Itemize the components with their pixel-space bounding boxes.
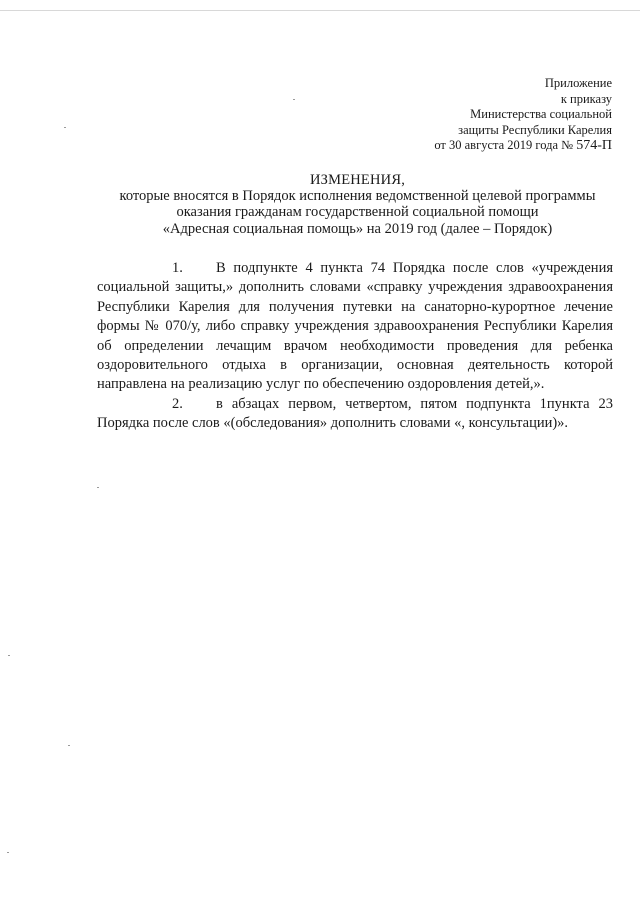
scan-speck <box>68 745 70 746</box>
scan-speck <box>7 852 9 853</box>
heading-line: оказания гражданам государственной социальной помощи <box>176 204 539 221</box>
document-body <box>97 259 613 434</box>
appendix-line: к приказу <box>560 91 612 106</box>
appendix-date-line <box>434 138 612 154</box>
document-heading <box>90 172 625 237</box>
scan-speck <box>64 127 66 128</box>
scan-speck <box>293 99 295 100</box>
item-number: 2. <box>172 395 183 412</box>
heading-line: которые вносятся в Порядок исполнения ведомственной целевой программы <box>119 188 596 205</box>
scan-edge-line <box>0 10 640 11</box>
appendix-line: защиты Республики Карелия <box>458 122 612 137</box>
appendix-date: от 30 августа 2019 года № <box>434 138 574 153</box>
list-item <box>97 395 613 434</box>
document-title: ИЗМЕНЕНИЯ, <box>309 172 406 188</box>
item-number: 1. <box>172 260 183 276</box>
item-text: в абзацах первом, четвертом, пятом подпункта 1пункта 23 Порядка после слов «(обследования» дополнить словами «, консультации)». <box>97 395 613 432</box>
scan-speck <box>97 487 99 488</box>
appendix-line: Министерства социальной <box>470 107 612 122</box>
order-number: 574-П <box>576 138 612 154</box>
item-text: В подпункте 4 пункта 74 Порядка после слов «учреждения социальной защиты,» дополнить словами «справку учреждения здравоохранения Республики Карелия для получения путевки на санаторно-курортное лечение формы № 070/у, либо справку учреждения здравоохранения Республики Карелия об определении лечащим врачом необходимости проведения для ребенка оздоровительного отдыха в организации, основная деятельность которой направлена на реализацию услуг по обеспечению оздоровления детей,». <box>97 260 613 393</box>
heading-line: «Адресная социальная помощь» на 2019 год (далее – Порядок) <box>162 220 553 237</box>
appendix-block <box>434 76 612 154</box>
appendix-line: Приложение <box>544 76 612 90</box>
list-item <box>97 259 613 395</box>
scan-speck <box>8 655 10 656</box>
